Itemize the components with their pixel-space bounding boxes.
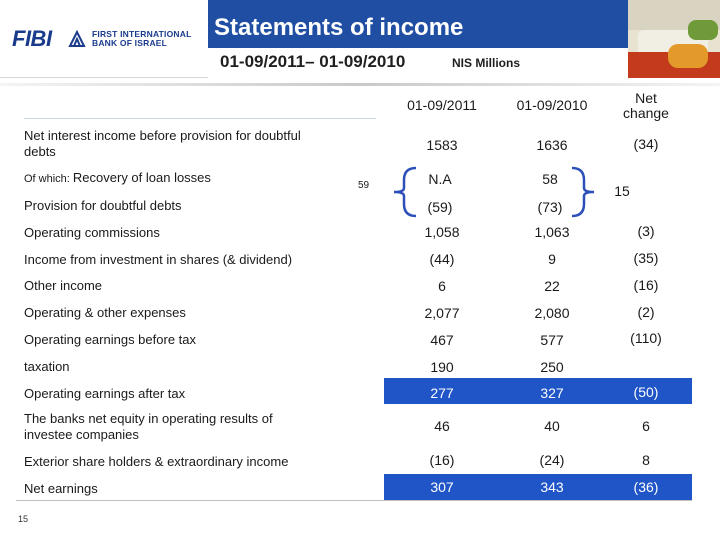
cell-2011: 1583 — [426, 137, 458, 153]
cell-change: (3) — [637, 223, 655, 239]
cell-2010: 1,063 — [534, 224, 570, 240]
row-label-expenses: Operating & other expenses — [24, 305, 186, 320]
cell-2010: 22 — [544, 278, 560, 294]
row-label-recovery: Of which: Recovery of loan losses — [24, 170, 211, 185]
unit-label: NIS Millions — [452, 56, 521, 70]
header-divider — [0, 83, 720, 86]
row-label-exterior: Exterior share holders & extraordinary income — [24, 454, 289, 469]
left-brace-icon — [390, 166, 418, 218]
cell-2011: (44) — [429, 251, 455, 267]
cell-change: (2) — [637, 304, 655, 320]
row-label-investee: The banks net equity in operating results of investee companies — [24, 411, 273, 442]
fibi-logo: FIBI — [12, 26, 52, 51]
row-label-net-earnings: Net earnings — [24, 481, 98, 496]
cell-2011: 277 — [430, 385, 454, 401]
cell-2011: 2,077 — [424, 305, 460, 321]
cell-2011: 46 — [434, 418, 450, 434]
cell-2010: 9 — [548, 251, 556, 267]
slide-header — [0, 0, 720, 78]
cell-2010: 250 — [540, 359, 564, 375]
bank-emblem-icon — [68, 30, 86, 48]
cell-change: (35) — [633, 250, 659, 266]
cell-change: (36) — [633, 479, 659, 495]
row-label-provision: Provision for doubtful debts — [24, 198, 182, 213]
cell-change: (110) — [630, 330, 662, 346]
cell-change: 8 — [642, 452, 650, 468]
page-number: 15 — [18, 514, 29, 524]
header-divider-line — [24, 118, 376, 119]
period-subtitle: 01-09/2011– 01-09/2010 — [220, 52, 406, 71]
cell-2010: (73) — [537, 199, 563, 215]
cell-2010: (24) — [539, 452, 565, 468]
page-title: Statements of income — [214, 14, 464, 41]
bank-name: FIRST INTERNATIONAL BANK OF ISRAEL — [92, 29, 192, 48]
cell-2010: 2,080 — [534, 305, 570, 321]
cell-change: (50) — [633, 384, 659, 400]
row-label-before-tax: Operating earnings before tax — [24, 332, 196, 347]
cell-2011: 6 — [438, 278, 446, 294]
cell-2011: (59) — [427, 199, 453, 215]
bracket-note: 59 — [358, 180, 370, 191]
right-brace-icon — [570, 166, 598, 218]
cell-2011: 467 — [430, 332, 454, 348]
cell-2011: 1,058 — [424, 224, 460, 240]
cell-2010: 577 — [540, 332, 564, 348]
cell-2011: 190 — [430, 359, 454, 375]
column-header-2010: 01-09/2010 — [516, 97, 588, 113]
cell-2011: (16) — [429, 452, 455, 468]
row-label-commissions: Operating commissions — [24, 225, 160, 240]
row-label-other-income: Other income — [24, 278, 103, 293]
logo-area — [0, 0, 208, 78]
cell-2010: 343 — [540, 479, 564, 495]
cell-2011: N.A — [428, 171, 452, 187]
row-label-taxation: taxation — [24, 359, 70, 374]
row-label-investment: Income from investment in shares (& dividend) — [24, 252, 293, 267]
merged-change-value: 15 — [614, 183, 630, 199]
column-header-2011: 01-09/2011 — [407, 97, 477, 113]
cell-2010: 58 — [542, 171, 558, 187]
row-label-after-tax: Operating earnings after tax — [24, 386, 186, 401]
header-photo — [628, 0, 720, 78]
footer-divider — [16, 500, 692, 501]
cell-change: 6 — [642, 418, 650, 434]
cell-2010: 1636 — [536, 137, 568, 153]
column-header-net-change: Net change — [623, 90, 669, 121]
cell-2010: 327 — [540, 385, 564, 401]
row-label-net-interest: Net interest income before provision for doubtful debts — [24, 128, 301, 159]
cell-2011: 307 — [430, 479, 454, 495]
cell-change: (34) — [633, 136, 659, 152]
cell-change: (16) — [633, 277, 659, 293]
cell-2010: 40 — [544, 418, 560, 434]
